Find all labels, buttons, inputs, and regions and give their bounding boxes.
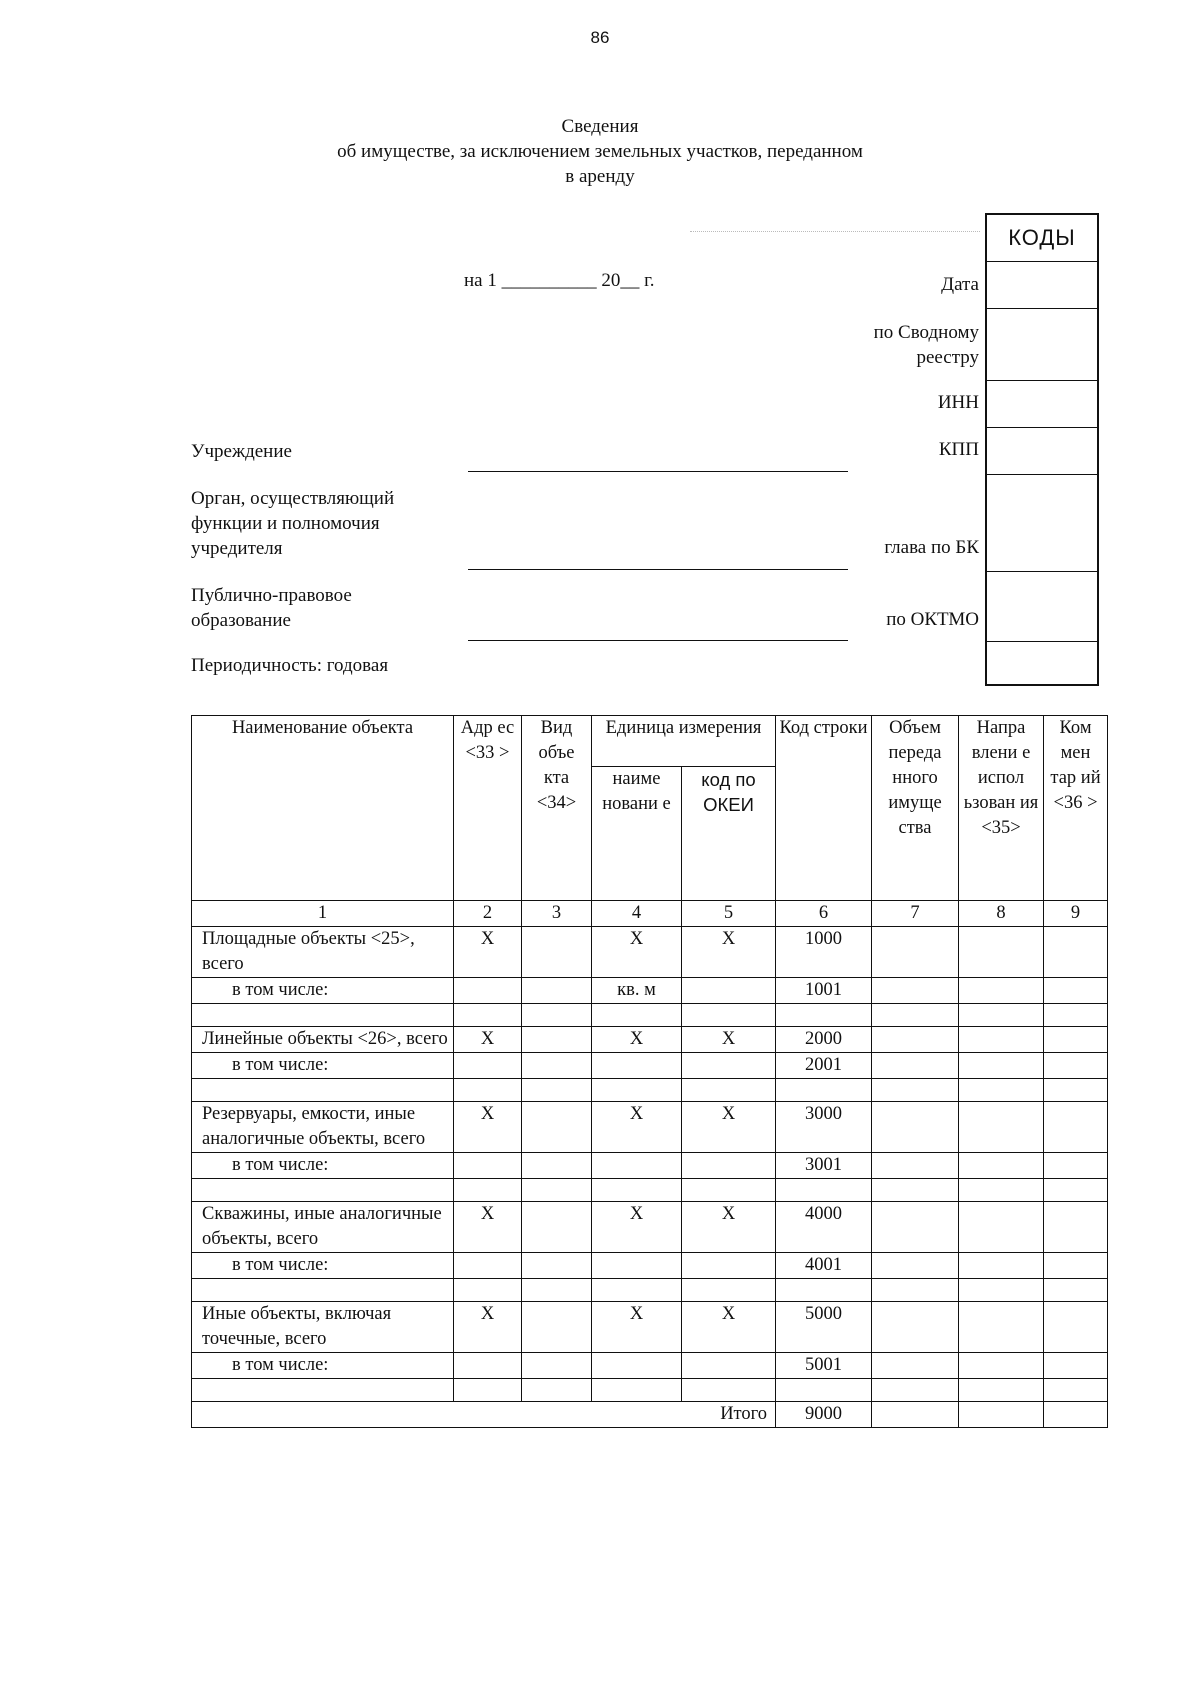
direction-cell[interactable] xyxy=(959,1027,1044,1053)
object-name: Площадные объекты <25>, всего xyxy=(192,927,454,978)
periodicity-label: Периодичность: годовая xyxy=(191,655,389,676)
row-code-cell: 5000 xyxy=(776,1302,872,1353)
chapter-code-field[interactable] xyxy=(987,475,1097,572)
founder-field[interactable] xyxy=(468,569,848,570)
blank-cell[interactable] xyxy=(454,1004,522,1027)
object-name: Резервуары, емкости, иные аналогичные объекты, всего xyxy=(192,1102,454,1153)
blank-row xyxy=(192,1379,1108,1402)
kpp-label: КПП xyxy=(938,439,979,460)
blank-row xyxy=(192,1279,1108,1302)
group-total-row xyxy=(192,927,1108,978)
row-code-cell: 1000 xyxy=(776,927,872,978)
blank-cell[interactable] xyxy=(1044,1004,1108,1027)
blank-cell[interactable] xyxy=(192,1179,454,1202)
unit-code-cell: X xyxy=(682,1102,776,1153)
direction-cell[interactable] xyxy=(959,978,1044,1004)
blank-cell[interactable] xyxy=(522,1179,592,1202)
blank-cell[interactable] xyxy=(592,1179,682,1202)
blank-cell[interactable] xyxy=(522,1004,592,1027)
address-cell: X xyxy=(454,927,522,978)
col-header-unit-code: код по ОКЕИ xyxy=(682,767,776,901)
type-cell[interactable] xyxy=(522,1253,592,1279)
group-total-row xyxy=(192,1102,1108,1153)
unit-name-cell: X xyxy=(592,1202,682,1253)
blank-cell[interactable] xyxy=(192,1079,454,1102)
blank-cell[interactable] xyxy=(959,1379,1044,1402)
codes-header: КОДЫ xyxy=(987,215,1097,262)
comment-cell[interactable] xyxy=(1044,1202,1108,1253)
direction-cell[interactable] xyxy=(959,1053,1044,1079)
volume-cell[interactable] xyxy=(872,1202,959,1253)
founder-label-3: учредителя xyxy=(191,538,283,559)
property-table xyxy=(191,715,1108,1428)
blank-cell[interactable] xyxy=(592,1079,682,1102)
report-date[interactable]: на 1 __________ 20__ г. xyxy=(464,270,655,291)
address-cell[interactable] xyxy=(454,1153,522,1179)
col-number: 3 xyxy=(522,901,592,927)
volume-cell[interactable] xyxy=(872,978,959,1004)
registry-label-1: по Сводному xyxy=(873,322,979,343)
blank-cell[interactable] xyxy=(192,1379,454,1402)
blank-row xyxy=(192,1079,1108,1102)
col-header-type: Вид объе кта <34> xyxy=(522,716,592,901)
registry-label-2: реестру xyxy=(916,347,979,368)
direction-cell[interactable] xyxy=(959,1353,1044,1379)
address-cell[interactable] xyxy=(454,1253,522,1279)
blank-cell[interactable] xyxy=(522,1379,592,1402)
type-cell[interactable] xyxy=(522,1302,592,1353)
public-entity-label-2: образование xyxy=(191,610,291,631)
total-volume-cell[interactable] xyxy=(872,1402,959,1428)
blank-cell[interactable] xyxy=(454,1179,522,1202)
comment-cell[interactable] xyxy=(1044,1027,1108,1053)
unit-code-cell: X xyxy=(682,1202,776,1253)
group-total-row xyxy=(192,1202,1108,1253)
sub-label: в том числе: xyxy=(192,978,454,1004)
document-title xyxy=(0,114,1200,189)
object-name: Скважины, иные аналогичные объекты, всего xyxy=(192,1202,454,1253)
page-number: 86 xyxy=(590,28,610,47)
type-cell[interactable] xyxy=(522,1202,592,1253)
unit-code-cell[interactable] xyxy=(682,1353,776,1379)
blank-cell[interactable] xyxy=(682,1279,776,1302)
row-code-cell: 4001 xyxy=(776,1253,872,1279)
group-sub-row xyxy=(192,1253,1108,1279)
col-number: 6 xyxy=(776,901,872,927)
type-cell[interactable] xyxy=(522,1153,592,1179)
groups-body xyxy=(192,927,1108,1402)
col-number: 4 xyxy=(592,901,682,927)
group-sub-row xyxy=(192,1053,1108,1079)
column-numbers-row xyxy=(192,901,1108,927)
codes-box xyxy=(985,213,1099,686)
blank-cell[interactable] xyxy=(1044,1379,1108,1402)
blank-cell[interactable] xyxy=(959,1279,1044,1302)
registry-code-field[interactable] xyxy=(987,309,1097,381)
direction-cell[interactable] xyxy=(959,1202,1044,1253)
blank-cell[interactable] xyxy=(776,1004,872,1027)
blank-cell[interactable] xyxy=(682,1079,776,1102)
type-cell[interactable] xyxy=(522,927,592,978)
total-code: 9000 xyxy=(776,1402,872,1428)
title-line-1: Сведения xyxy=(561,116,639,137)
comment-cell[interactable] xyxy=(1044,1053,1108,1079)
total-row xyxy=(192,1402,1108,1428)
unit-name-cell[interactable] xyxy=(592,1053,682,1079)
blank-cell[interactable] xyxy=(872,1004,959,1027)
unit-code-cell[interactable] xyxy=(682,1053,776,1079)
group-sub-row xyxy=(192,1153,1108,1179)
blank-cell[interactable] xyxy=(776,1379,872,1402)
blank-cell[interactable] xyxy=(454,1279,522,1302)
col-number: 1 xyxy=(192,901,454,927)
blank-cell[interactable] xyxy=(1044,1079,1108,1102)
direction-cell[interactable] xyxy=(959,1102,1044,1153)
volume-cell[interactable] xyxy=(872,927,959,978)
address-cell: X xyxy=(454,1302,522,1353)
col-header-name: Наименование объекта xyxy=(192,716,454,901)
col-number: 5 xyxy=(682,901,776,927)
unit-code-cell[interactable] xyxy=(682,1153,776,1179)
blank-cell[interactable] xyxy=(682,1379,776,1402)
unit-code-cell: X xyxy=(682,1027,776,1053)
group-total-row xyxy=(192,1027,1108,1053)
type-cell[interactable] xyxy=(522,1053,592,1079)
blank-cell[interactable] xyxy=(872,1079,959,1102)
comment-cell[interactable] xyxy=(1044,1102,1108,1153)
object-name: Линейные объекты <26>, всего xyxy=(192,1027,454,1053)
volume-cell[interactable] xyxy=(872,1153,959,1179)
kpp-code-field[interactable] xyxy=(987,428,1097,475)
col-header-address: Адр ес <33 > xyxy=(454,716,522,901)
blank-cell[interactable] xyxy=(872,1279,959,1302)
blank-cell[interactable] xyxy=(682,1179,776,1202)
sub-label: в том числе: xyxy=(192,1053,454,1079)
row-code-cell: 1001 xyxy=(776,978,872,1004)
unit-code-cell[interactable] xyxy=(682,1253,776,1279)
header-divider xyxy=(690,231,980,232)
title-line-2: об имуществе, за исключением земельных участков, переданном xyxy=(337,141,863,162)
row-code-cell: 4000 xyxy=(776,1202,872,1253)
title-line-3: в аренду xyxy=(565,166,635,187)
total-label: Итого xyxy=(192,1402,776,1428)
comment-cell[interactable] xyxy=(1044,1253,1108,1279)
unit-code-cell[interactable] xyxy=(682,978,776,1004)
unit-code-cell: X xyxy=(682,1302,776,1353)
direction-cell[interactable] xyxy=(959,1253,1044,1279)
chapter-label: глава по БК xyxy=(884,537,979,558)
col-header-volume: Объем переда нного имуще ства xyxy=(872,716,959,901)
institution-label: Учреждение xyxy=(191,441,292,462)
blank-cell[interactable] xyxy=(522,1279,592,1302)
unit-code-cell: X xyxy=(682,927,776,978)
volume-cell[interactable] xyxy=(872,1353,959,1379)
blank-cell[interactable] xyxy=(959,1004,1044,1027)
row-code-cell: 2001 xyxy=(776,1053,872,1079)
public-entity-field[interactable] xyxy=(468,640,848,641)
blank-cell[interactable] xyxy=(192,1004,454,1027)
type-cell[interactable] xyxy=(522,1102,592,1153)
volume-cell[interactable] xyxy=(872,1102,959,1153)
sub-label: в том числе: xyxy=(192,1353,454,1379)
col-number: 2 xyxy=(454,901,522,927)
type-cell[interactable] xyxy=(522,1353,592,1379)
comment-cell[interactable] xyxy=(1044,978,1108,1004)
col-number: 9 xyxy=(1044,901,1108,927)
unit-name-cell: X xyxy=(592,1027,682,1053)
comment-cell[interactable] xyxy=(1044,1153,1108,1179)
blank-cell[interactable] xyxy=(682,1004,776,1027)
blank-cell[interactable] xyxy=(776,1179,872,1202)
col-number: 8 xyxy=(959,901,1044,927)
blank-row xyxy=(192,1004,1108,1027)
address-cell[interactable] xyxy=(454,1053,522,1079)
blank-cell[interactable] xyxy=(959,1079,1044,1102)
sub-label: в том числе: xyxy=(192,1253,454,1279)
col-header-row-code: Код строки xyxy=(776,716,872,901)
volume-cell[interactable] xyxy=(872,1053,959,1079)
blank-cell[interactable] xyxy=(1044,1179,1108,1202)
founder-label-1: Орган, осуществляющий xyxy=(191,488,395,509)
address-cell[interactable] xyxy=(454,978,522,1004)
periodicity-code-field[interactable] xyxy=(987,642,1097,684)
sub-label: в том числе: xyxy=(192,1153,454,1179)
unit-name-cell: X xyxy=(592,1302,682,1353)
group-total-row xyxy=(192,1302,1108,1353)
blank-cell[interactable] xyxy=(872,1379,959,1402)
type-cell[interactable] xyxy=(522,978,592,1004)
inn-label: ИНН xyxy=(937,392,979,413)
volume-cell[interactable] xyxy=(872,1027,959,1053)
comment-cell[interactable] xyxy=(1044,927,1108,978)
oktmo-label: по ОКТМО xyxy=(886,609,979,630)
blank-cell[interactable] xyxy=(192,1279,454,1302)
blank-cell[interactable] xyxy=(776,1079,872,1102)
address-cell: X xyxy=(454,1027,522,1053)
date-code-field[interactable] xyxy=(987,262,1097,309)
blank-cell[interactable] xyxy=(454,1379,522,1402)
blank-row xyxy=(192,1179,1108,1202)
blank-cell[interactable] xyxy=(522,1079,592,1102)
direction-cell[interactable] xyxy=(959,927,1044,978)
blank-cell[interactable] xyxy=(592,1004,682,1027)
col-header-unit-name: наиме новани е xyxy=(592,767,682,901)
blank-cell[interactable] xyxy=(1044,1279,1108,1302)
blank-cell[interactable] xyxy=(872,1179,959,1202)
blank-cell[interactable] xyxy=(454,1079,522,1102)
date-label: Дата xyxy=(941,274,979,295)
blank-cell[interactable] xyxy=(959,1179,1044,1202)
institution-field[interactable] xyxy=(468,471,848,472)
address-cell[interactable] xyxy=(454,1353,522,1379)
col-number: 7 xyxy=(872,901,959,927)
address-cell: X xyxy=(454,1102,522,1153)
unit-name-cell[interactable] xyxy=(592,1253,682,1279)
col-header-direction: Напра влени е испол ьзован ия <35> xyxy=(959,716,1044,901)
comment-cell[interactable] xyxy=(1044,1302,1108,1353)
direction-cell[interactable] xyxy=(959,1153,1044,1179)
oktmo-code-field[interactable] xyxy=(987,572,1097,642)
total-comment-cell[interactable] xyxy=(1044,1402,1108,1428)
unit-name-cell[interactable] xyxy=(592,1153,682,1179)
row-code-cell: 3001 xyxy=(776,1153,872,1179)
unit-name-cell: X xyxy=(592,927,682,978)
group-sub-row xyxy=(192,978,1108,1004)
unit-name-cell: X xyxy=(592,1102,682,1153)
inn-code-field[interactable] xyxy=(987,381,1097,428)
volume-cell[interactable] xyxy=(872,1253,959,1279)
blank-cell[interactable] xyxy=(592,1279,682,1302)
volume-cell[interactable] xyxy=(872,1302,959,1353)
row-code-cell: 2000 xyxy=(776,1027,872,1053)
blank-cell[interactable] xyxy=(776,1279,872,1302)
col-header-comment: Ком мен тар ий <36 > xyxy=(1044,716,1108,901)
object-name: Иные объекты, включая точечные, всего xyxy=(192,1302,454,1353)
founder-label-2: функции и полномочия xyxy=(191,513,380,534)
total-direction-cell[interactable] xyxy=(959,1402,1044,1428)
comment-cell[interactable] xyxy=(1044,1353,1108,1379)
unit-name-cell[interactable]: кв. м xyxy=(592,978,682,1004)
blank-cell[interactable] xyxy=(592,1379,682,1402)
public-entity-label-1: Публично-правовое xyxy=(191,585,352,606)
group-sub-row xyxy=(192,1353,1108,1379)
col-header-unit: Единица измерения xyxy=(592,716,776,767)
row-code-cell: 5001 xyxy=(776,1353,872,1379)
unit-name-cell[interactable] xyxy=(592,1353,682,1379)
row-code-cell: 3000 xyxy=(776,1102,872,1153)
direction-cell[interactable] xyxy=(959,1302,1044,1353)
address-cell: X xyxy=(454,1202,522,1253)
type-cell[interactable] xyxy=(522,1027,592,1053)
header-row-1 xyxy=(192,716,1108,767)
